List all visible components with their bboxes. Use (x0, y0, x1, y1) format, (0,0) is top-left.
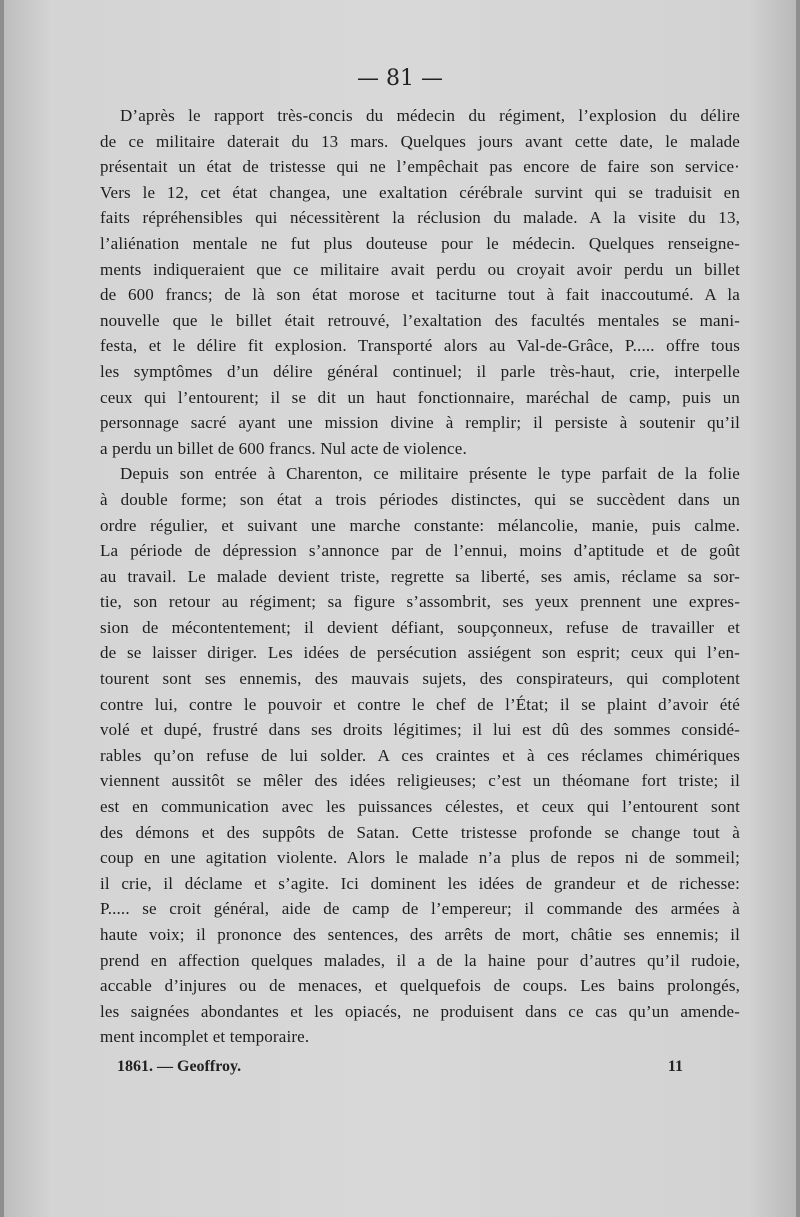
text-line: haute voix; il prononce des sentences, des arrêts de mort, châtie ses ennemis; il (100, 925, 740, 944)
text-line: volé et dupé, frustré dans ses droits légitimes; il lui est dû des sommes considé- (100, 720, 740, 740)
text-line: contre lui, contre le pouvoir et contre le chef de l’État; il se plaint d’avoir été (100, 694, 740, 714)
text-line: les saignées abondantes et les opiacés, ne produisent dans ce cas qu’un amende- (100, 1001, 740, 1021)
text-line: a perdu un billet de 600 francs. Nul acte de violence. (100, 438, 467, 458)
text-line: festa, et le délire fit explosion. Transporté alors au Val-de-Grâce, P..... offre tous (100, 336, 740, 356)
text-line: tie, son retour au régiment; sa figure s’assombrit, ses yeux prennent une expres- (100, 592, 740, 612)
text-line: sion de mécontentement; il devient défiant, soupçonneux, refuse de travailler et (100, 617, 740, 637)
footer-sheet-number: 11 (667, 1058, 683, 1075)
footer-signature: 1861. — Geoffroy. (117, 1058, 242, 1075)
text-line: les symptômes d’un délire général continuel; il parle très-haut, crie, interpelle (100, 361, 740, 381)
text-line: de ce militaire daterait du 13 mars. Quelques jours avant cette date, le malade (100, 131, 740, 151)
page-number: — 81 — (357, 66, 443, 91)
text-line: personnage sacré ayant une mission divine à remplir; il persiste à soutenir qu’il (100, 413, 740, 433)
page-footer (117, 1058, 683, 1076)
text-line: des démons et des suppôts de Satan. Cette tristesse profonde se change tout à (100, 822, 740, 842)
text-line: présentait un état de tristesse qui ne l’empêchait pas encore de faire son service· (100, 157, 740, 177)
text-line: P..... se croit général, aide de camp de l’empereur; il commande des armées à (100, 899, 740, 919)
text-line: viennent aussitôt se mêler des idées religieuses; c’est un théomane fort triste; il (100, 771, 740, 791)
text-line: est en communication avec les puissances célestes, et ceux qui l’entourent sont (100, 797, 740, 817)
text-line: rables qu’on refuse de lui solder. A ces craintes et à ces réclames chimériques (100, 745, 740, 765)
text-line: à double forme; son état a trois périodes distinctes, qui se succèdent dans un (100, 489, 740, 509)
text-line: de se laisser diriger. Les idées de persécution assiégent son esprit; ceux qui l’en- (100, 643, 740, 663)
text-line: de 600 francs; de là son état morose et taciturne tout à fait inaccoutumé. A la (100, 285, 740, 305)
text-line: Vers le 12, cet état changea, une exaltation cérébrale survint qui se traduisit en (100, 182, 740, 202)
text-line: nouvelle que le billet était retrouvé, l’exaltation des facultés mentales se mani- (100, 310, 740, 330)
text-line: La période de dépression s’annonce par de l’ennui, moins d’aptitude et de goût (100, 541, 740, 561)
text-line: ceux qui l’entourent; il se dit un haut fonctionnaire, maréchal de camp, puis un (100, 387, 740, 407)
text-line: Depuis son entrée à Charenton, ce militaire présente le type parfait de la folie (120, 464, 740, 484)
text-line: au travail. Le malade devient triste, regrette sa liberté, ses amis, réclame sa sor- (100, 566, 740, 586)
text-line: prend en affection quelques malades, il a de la haine pour d’autres qu’il rudoie, (100, 950, 740, 970)
body-text (100, 103, 740, 1050)
text-line: ment incomplet et temporaire. (100, 1027, 310, 1047)
text-line: D’après le rapport très-concis du médecin du régiment, l’explosion du délire (120, 106, 740, 125)
text-line: ordre régulier, et suivant une marche constante: mélancolie, manie, puis calme. (100, 515, 740, 535)
text-line: il crie, il déclame et s’agite. Ici dominent les idées de grandeur et de richesse: (100, 873, 740, 893)
text-line: ments indiqueraient que ce militaire avait perdu ou croyait avoir perdu un billet (100, 259, 740, 279)
text-line: accable d’injures ou de menaces, et quelquefois de coups. Les bains prolongés, (100, 976, 740, 996)
text-line: l’aliénation mentale ne fut plus douteuse pour le médecin. Quelques renseigne- (100, 233, 740, 253)
text-line: coup en une agitation violente. Alors le malade n’a plus de repos ni de sommeil; (100, 848, 740, 868)
document-page (4, 0, 796, 1217)
text-line: tourent sont ses ennemis, des mauvais sujets, des conspirateurs, qui complotent (100, 669, 740, 689)
text-line: faits répréhensibles qui nécessitèrent la réclusion du malade. A la visite du 13, (100, 208, 740, 228)
